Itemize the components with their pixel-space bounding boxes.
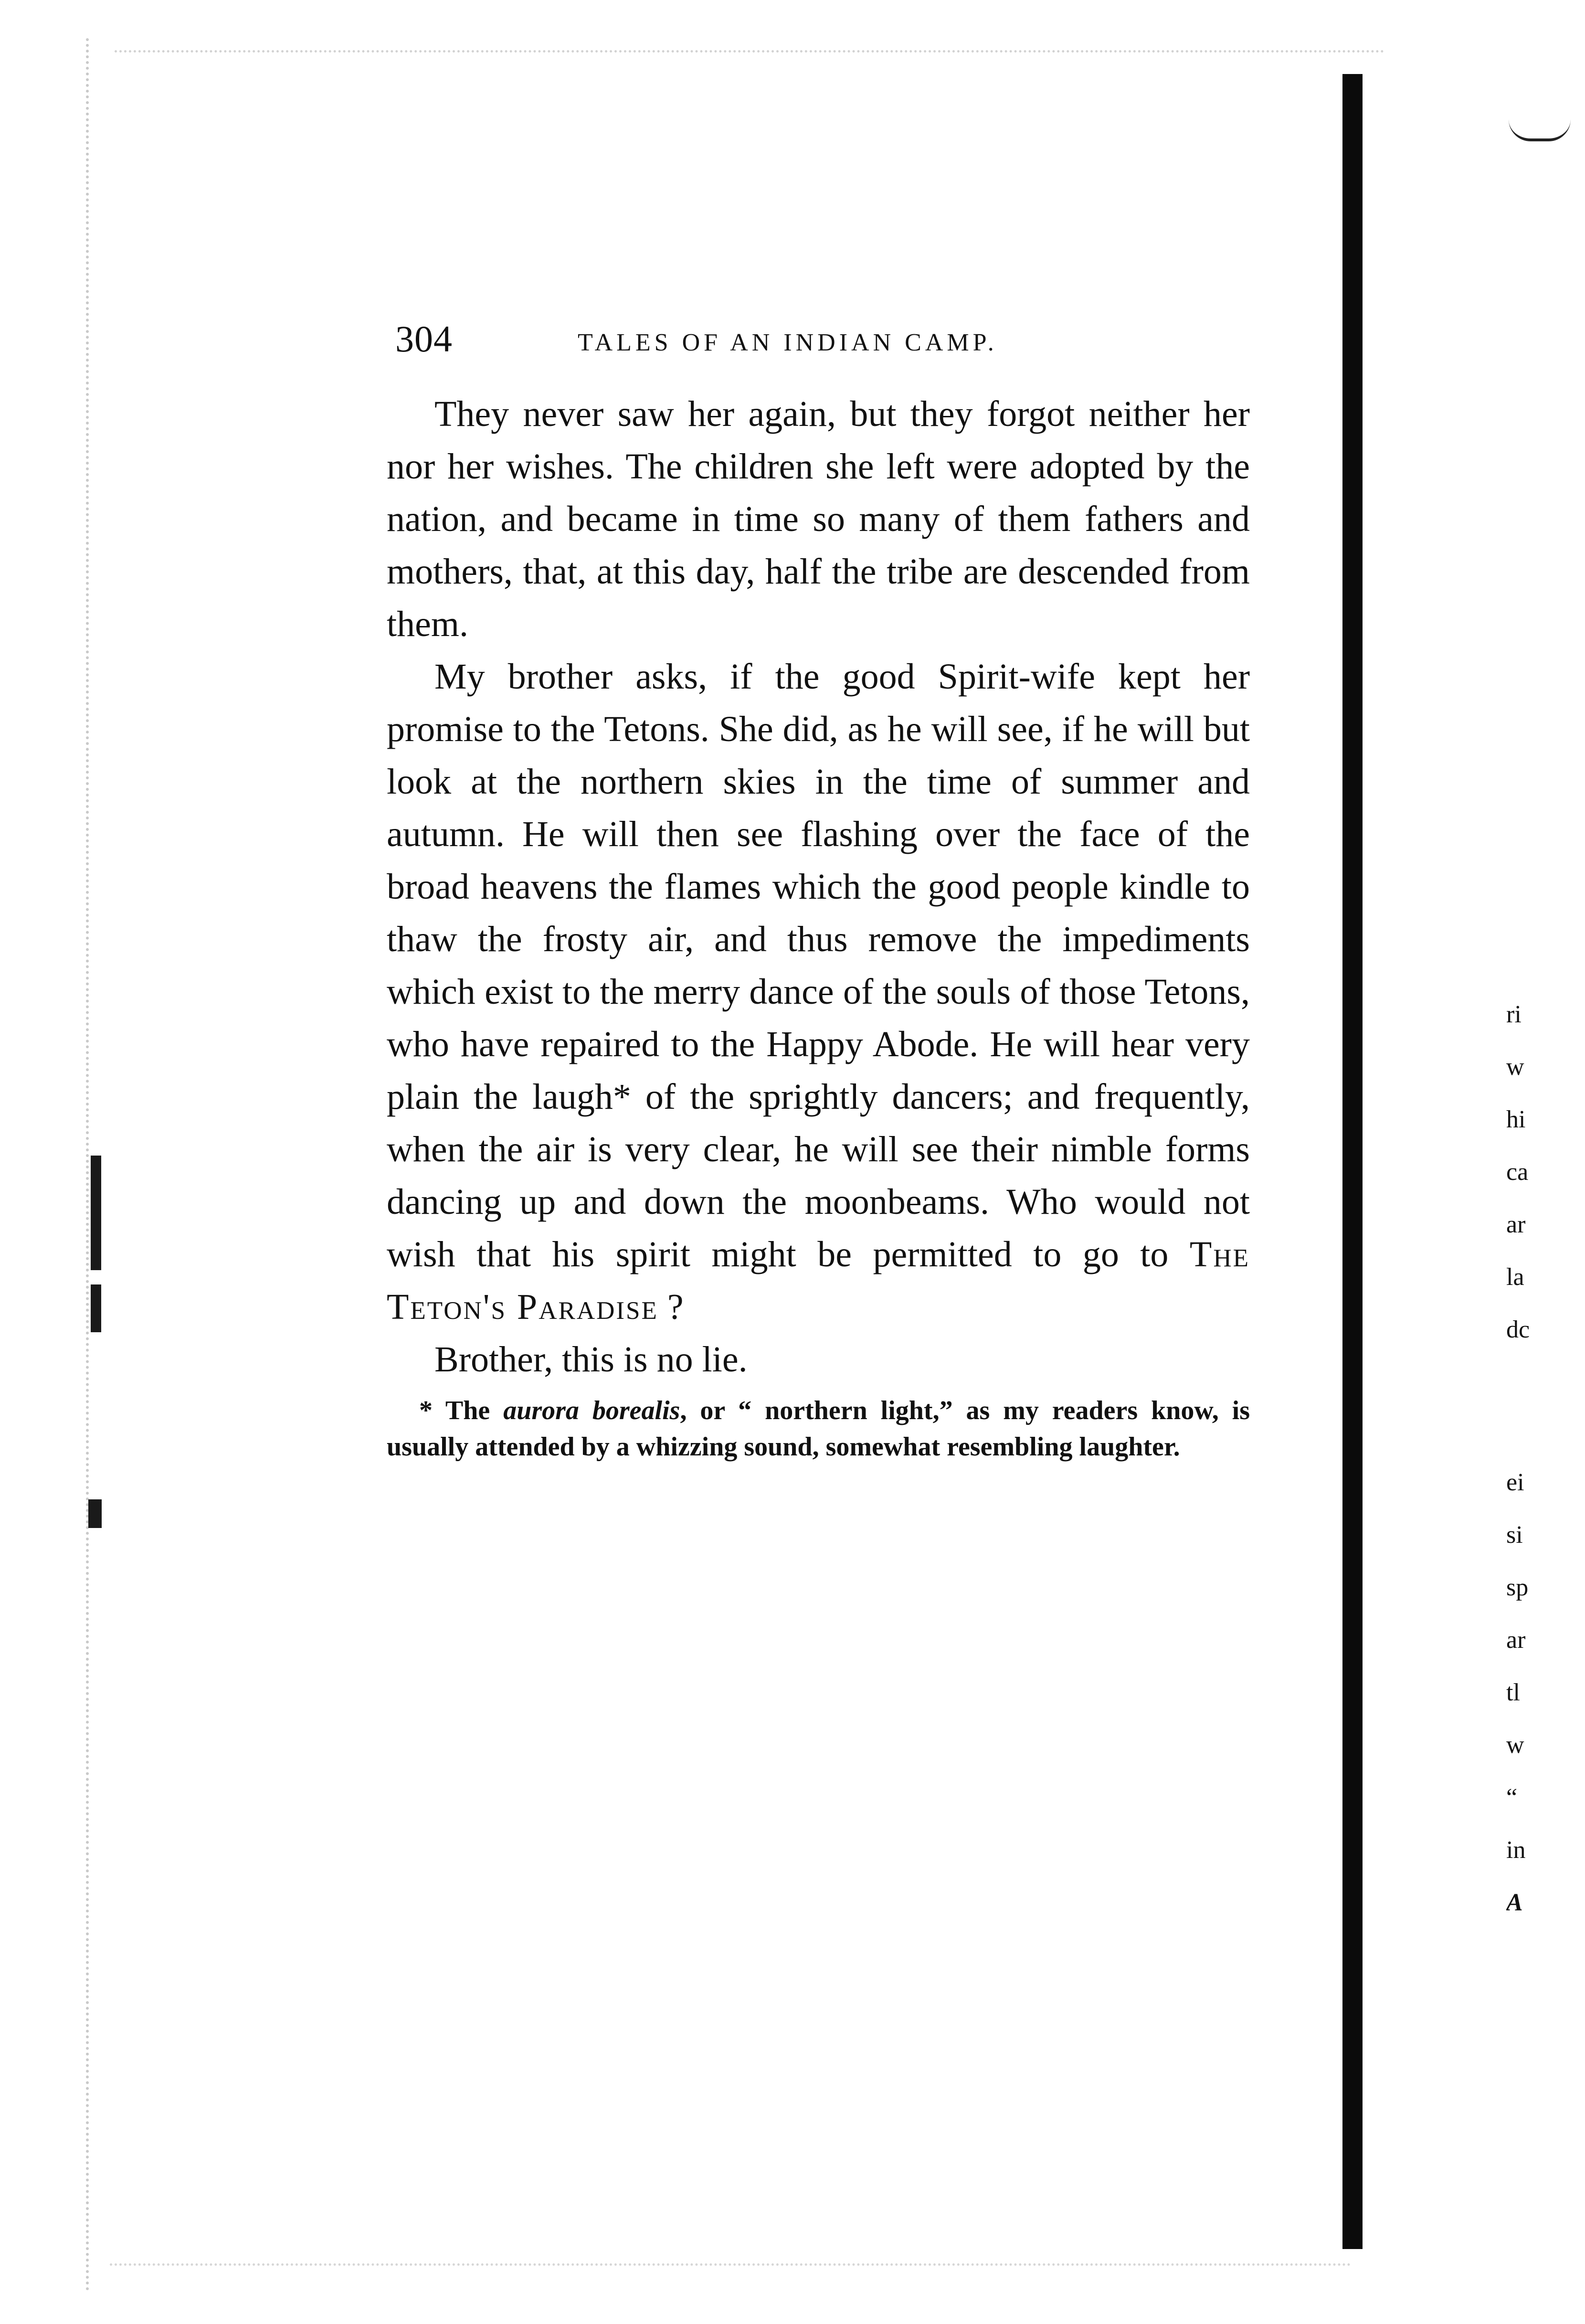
page-body <box>387 388 1250 1465</box>
facing-fragment: ri <box>1506 1001 1522 1028</box>
paragraph-1: They never saw her again, but they forgot neither her nor her wishes. The children she left were adopted by the nation, and became in time so many of them fathers and mothers, that, at this day, half the tribe are descended from them. <box>387 394 1250 644</box>
footnote-italic: aurora borealis <box>503 1396 680 1425</box>
facing-fragment: ar <box>1506 1211 1526 1238</box>
page-gutter-shadow <box>1342 74 1363 2249</box>
facing-fragment: ca <box>1506 1158 1529 1186</box>
facing-fragment: w <box>1506 1731 1524 1759</box>
page-number: 304 <box>395 318 453 360</box>
paragraph-2 <box>387 650 1250 1333</box>
scan-top-edge <box>115 50 1384 57</box>
facing-fragment: in <box>1506 1836 1526 1864</box>
facing-fragment: “ <box>1506 1784 1518 1811</box>
footnote-text: , or “ northern light,” as my readers know, is usually attended by a whizzing sound, somewhat resembling laughter. <box>387 1396 1250 1462</box>
footnote-marker: * The <box>419 1396 504 1425</box>
binding-mark <box>91 1284 101 1332</box>
facing-fragment: sp <box>1506 1574 1529 1601</box>
facing-fragment: hi <box>1506 1106 1526 1133</box>
facing-page-fragments-lower <box>1506 1456 1585 1929</box>
binding-mark <box>88 1499 102 1528</box>
facing-fragment: tl <box>1506 1679 1520 1706</box>
facing-fragment: w <box>1506 1053 1524 1081</box>
facing-fragment: dc <box>1506 1316 1530 1343</box>
facing-page-ornament <box>1509 119 1571 141</box>
facing-fragment: A <box>1506 1889 1523 1916</box>
footnote <box>387 1392 1250 1465</box>
facing-page-fragments-upper <box>1506 988 1585 1356</box>
paradise-punct: ? <box>658 1287 684 1327</box>
page-header <box>395 315 1255 372</box>
binding-mark <box>91 1156 101 1270</box>
facing-fragment: ei <box>1506 1469 1524 1496</box>
paragraph-2-text: My brother asks, if the good Spirit-wife kept her promise to the Tetons. She did, as he will see, if he will but look at the northern skies in the time of summer and autumn. He will then see flashing over the face of the broad heavens the flames which the good people kindle to thaw the frosty air, and thus remove the impediments which exist to the merry dance of the souls of those Tetons, who have repaired to the Happy Abode. He will hear very plain the laugh* of the sprightly dancers; and frequently, when the air is very clear, he will see their nimble forms dancing up and down the moonbeams. Who would not wish that his spirit might be permitted to go to <box>387 657 1250 1274</box>
scan-bottom-edge <box>110 2263 1351 2271</box>
paradise-title: The Teton's Paradise <box>387 1234 1250 1327</box>
facing-fragment: la <box>1506 1263 1524 1291</box>
facing-fragment: ar <box>1506 1626 1526 1654</box>
facing-fragment: si <box>1506 1521 1523 1549</box>
closing-line: Brother, this is no lie. <box>434 1339 748 1380</box>
running-head: TALES OF AN INDIAN CAMP. <box>578 329 998 356</box>
